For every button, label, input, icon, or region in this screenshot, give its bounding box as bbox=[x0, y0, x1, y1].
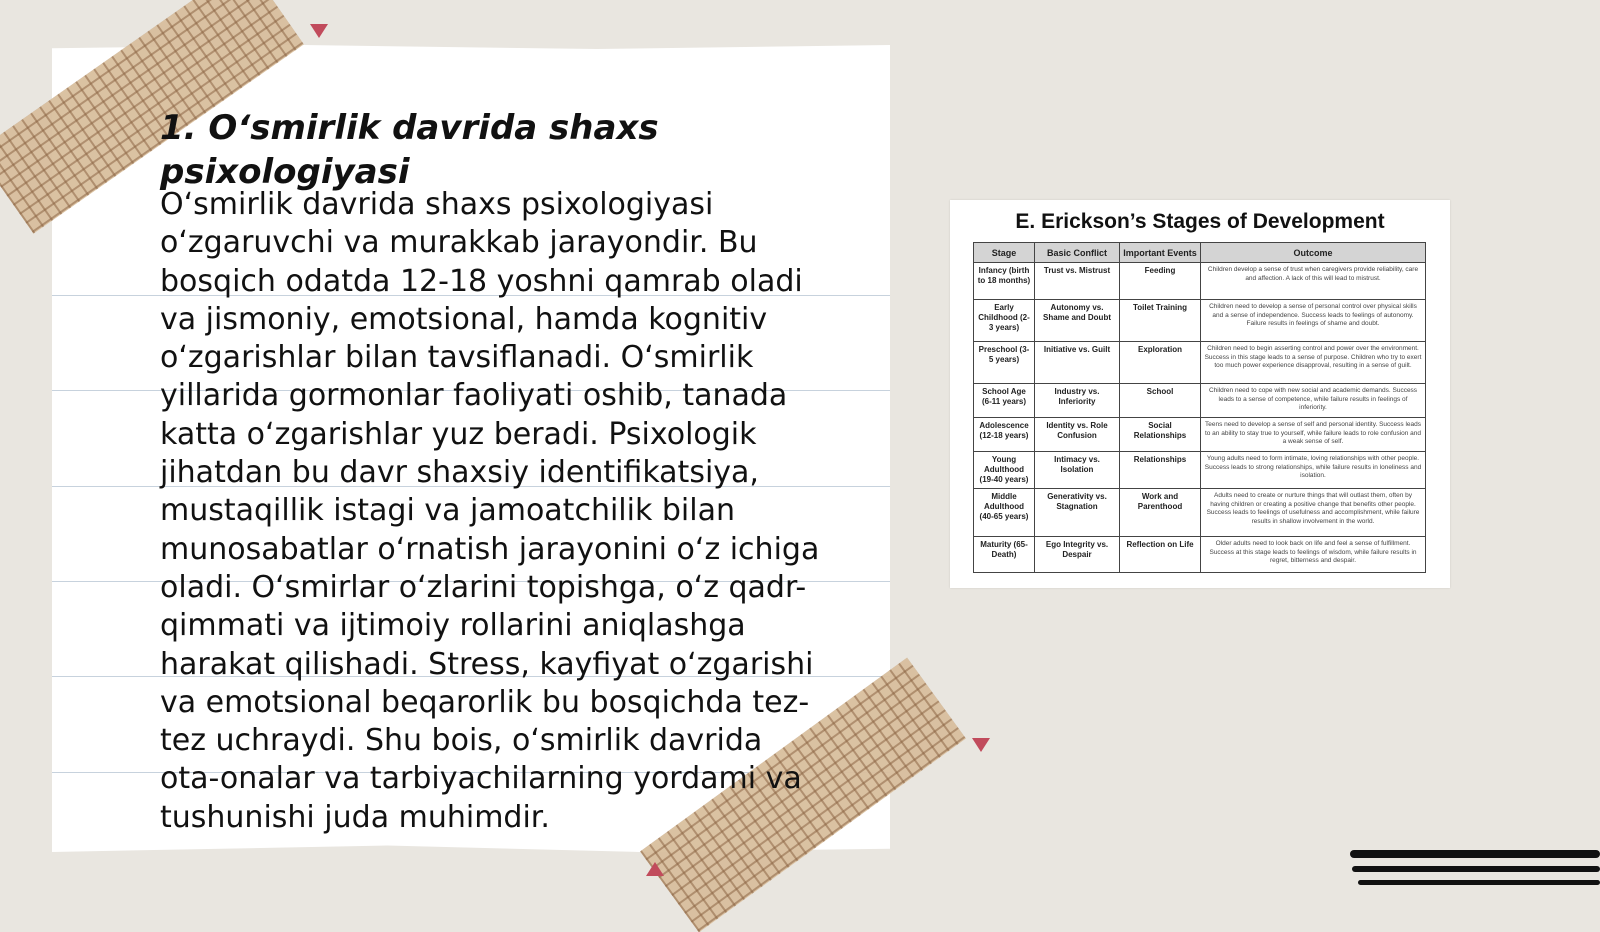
table-row bbox=[974, 300, 1426, 342]
conflict-cell: Initiative vs. Guilt bbox=[1035, 342, 1120, 384]
brush-stroke bbox=[1352, 866, 1600, 872]
column-header-conflict: Basic Conflict bbox=[1035, 243, 1120, 263]
events-cell: School bbox=[1120, 384, 1201, 418]
table-row bbox=[974, 452, 1426, 489]
outcome-cell: Older adults need to look back on life and feel a sense of fulfillment. Success at this stage leads to feelings of wisdom, while failure results in regret, bitterness and despair. bbox=[1201, 537, 1426, 573]
table-row bbox=[974, 342, 1426, 384]
stage-cell: Young Adulthood (19-40 years) bbox=[974, 452, 1035, 489]
outcome-cell: Children develop a sense of trust when caregivers provide reliability, care and affection. A lack of this will lead to mistrust. bbox=[1201, 263, 1426, 300]
events-cell: Reflection on Life bbox=[1120, 537, 1201, 573]
slide-body-text: O‘smirlik davrida shaxs psixologiyasi o‘zgaruvchi va murakkab jarayondir. Bu bosqich odatda 12-18 yoshni qamrab oladi va jismoniy, emotsional, hamda kognitiv o‘zgarishlar bilan tavsiflanadi. O‘smirlik yillarida gormonlar faoliyati oshib, tanada katta o‘zgarishlar yuz beradi. Psixologik jihatdan bu davr shaxsiy identifikatsiya, mustaqillik istagi va jamoatchilik bilan munosabatlar o‘rnatish jarayonini o‘z ichiga oladi. O‘smirlar o‘zlarini topishga, o‘z qadr-qimmati va ijtimoiy rollarini aniqlashga harakat qilishadi. Stress, kayfiyat o‘zgarishi va emotsional beqarorlik bu bosqichda tez-tez uchraydi. Shu bois, o‘smirlik davrida ota-onalar va tarbiyachilarning yordami va tushunishi juda muhimdir. bbox=[160, 187, 820, 835]
stage-cell: School Age (6-11 years) bbox=[974, 384, 1035, 418]
stage-cell: Middle Adulthood (40-65 years) bbox=[974, 489, 1035, 537]
outcome-cell: Children need to begin asserting control and power over the environment. Success in this stage leads to a sense of purpose. Children who try to exert too much power experience disapproval, resulting in a sense of guilt. bbox=[1201, 342, 1426, 384]
events-cell: Relationships bbox=[1120, 452, 1201, 489]
column-header-stage: Stage bbox=[974, 243, 1035, 263]
stages-table bbox=[973, 242, 1426, 573]
table-row bbox=[974, 263, 1426, 300]
conflict-cell: Industry vs. Inferiority bbox=[1035, 384, 1120, 418]
brush-stroke bbox=[1358, 880, 1600, 885]
conflict-cell: Generativity vs. Stagnation bbox=[1035, 489, 1120, 537]
outcome-cell: Children need to develop a sense of personal control over physical skills and a sense of independence. Success leads to feelings of autonomy. Failure results in feelings of shame and doubt. bbox=[1201, 300, 1426, 342]
events-cell: Exploration bbox=[1120, 342, 1201, 384]
column-header-outcome: Outcome bbox=[1201, 243, 1426, 263]
events-cell: Social Relationships bbox=[1120, 418, 1201, 452]
pin-icon bbox=[972, 738, 990, 752]
conflict-cell: Trust vs. Mistrust bbox=[1035, 263, 1120, 300]
table-row bbox=[974, 384, 1426, 418]
pin-icon bbox=[310, 24, 328, 38]
conflict-cell: Intimacy vs. Isolation bbox=[1035, 452, 1120, 489]
outcome-cell: Adults need to create or nurture things that will outlast them, often by having children or creating a positive change that benefits other people. Success leads to feelings of usefulness and accomplishment, while failure results in shallow involvement in the world. bbox=[1201, 489, 1426, 537]
brush-stroke bbox=[1350, 850, 1600, 858]
events-cell: Work and Parenthood bbox=[1120, 489, 1201, 537]
figure-title: E. Erickson’s Stages of Development bbox=[1015, 210, 1385, 233]
table-row bbox=[974, 489, 1426, 537]
pin-icon bbox=[646, 862, 664, 876]
conflict-cell: Ego Integrity vs. Despair bbox=[1035, 537, 1120, 573]
events-cell: Feeding bbox=[1120, 263, 1201, 300]
stage-cell: Maturity (65-Death) bbox=[974, 537, 1035, 573]
conflict-cell: Identity vs. Role Confusion bbox=[1035, 418, 1120, 452]
slide-title: 1. O‘smirlik davrida shaxs psixologiyasi bbox=[160, 108, 659, 192]
outcome-cell: Young adults need to form intimate, loving relationships with other people. Success leads to strong relationships, while failure results in loneliness and isolation. bbox=[1201, 452, 1426, 489]
conflict-cell: Autonomy vs. Shame and Doubt bbox=[1035, 300, 1120, 342]
stage-cell: Infancy (birth to 18 months) bbox=[974, 263, 1035, 300]
erickson-stages-figure bbox=[950, 200, 1450, 588]
outcome-cell: Children need to cope with new social and academic demands. Success leads to a sense of competence, while failure results in feelings of inferiority. bbox=[1201, 384, 1426, 418]
table-row bbox=[974, 418, 1426, 452]
table-row bbox=[974, 537, 1426, 573]
events-cell: Toilet Training bbox=[1120, 300, 1201, 342]
outcome-cell: Teens need to develop a sense of self and personal identity. Success leads to an ability to stay true to yourself, while failure leads to role confusion and a weak sense of self. bbox=[1201, 418, 1426, 452]
stage-cell: Early Childhood (2-3 years) bbox=[974, 300, 1035, 342]
stage-cell: Preschool (3-5 years) bbox=[974, 342, 1035, 384]
table-header-row bbox=[974, 243, 1426, 263]
column-header-events: Important Events bbox=[1120, 243, 1201, 263]
stage-cell: Adolescence (12-18 years) bbox=[974, 418, 1035, 452]
